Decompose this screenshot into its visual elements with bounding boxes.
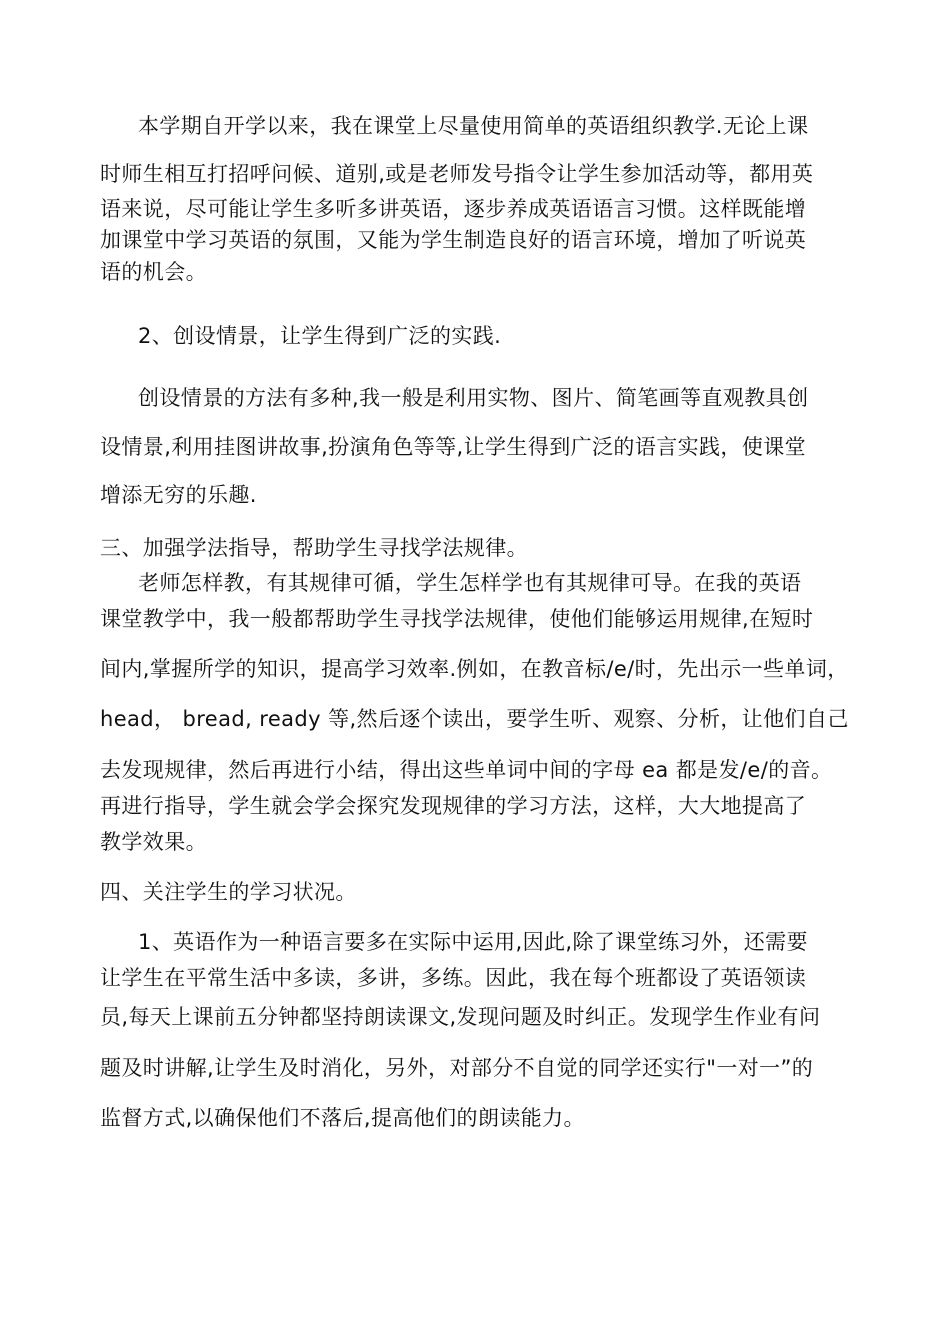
paragraph-line: head， bread, ready 等,然后逐个读出，要学生听、观察、分析，让他们自己 [100,707,849,731]
paragraph-line: 让学生在平常生活中多读，多讲，多练。因此，我在每个班都设了英语领读 [100,966,807,990]
paragraph-line: 语来说，尽可能让学生多听多讲英语，逐步养成英语语言习惯。这样既能增 [100,197,807,221]
paragraph-line: 本学期自开学以来，我在课堂上尽量使用简单的英语组织教学.无论上课 [138,114,809,138]
subheading-item-2: 2、创设情景，让学生得到广泛的实践. [138,324,502,348]
paragraph-line: 去发现规律，然后再进行小结，得出这些单词中间的字母 ea 都是发/e/的音。 [100,758,833,782]
paragraph-line: 老师怎样教，有其规律可循，学生怎样学也有其规律可导。在我的英语 [138,571,802,595]
paragraph-line: 1、英语作为一种语言要多在实际中运用,因此,除了课堂练习外，还需要 [138,930,808,954]
paragraph-line: 时师生相互打招呼问候、道别,或是老师发号指令让学生参加活动等，都用英 [100,162,814,186]
section-heading-3: 三、加强学法指导，帮助学生寻找学法规律。 [100,536,528,560]
paragraph-line: 加课堂中学习英语的氛围，又能为学生制造良好的语言环境，增加了听说英 [100,228,807,252]
paragraph-line: 教学效果。 [100,830,207,854]
paragraph-line: 间内,掌握所学的知识，提高学习效率.例如，在教音标/e/时，先出示一些单词， [100,657,849,681]
section-heading-4: 四、关注学生的学习状况。 [100,880,357,904]
paragraph-line: 监督方式,以确保他们不落后,提高他们的朗读能力。 [100,1106,585,1130]
paragraph-line: 设情景,利用挂图讲故事,扮演角色等等,让学生得到广泛的语言实践，使课堂 [100,435,807,459]
paragraph-line: 增添无穷的乐趣. [100,483,257,507]
paragraph-line: 语的机会。 [100,260,207,284]
paragraph-line: 员,每天上课前五分钟都坚持朗读课文,发现问题及时纠正。发现学生作业有问 [100,1005,821,1029]
paragraph-line: 题及时讲解,让学生及时消化，另外，对部分不自觉的同学还实行"一对一”的 [100,1056,814,1080]
paragraph-line: 创设情景的方法有多种,我一般是利用实物、图片、简笔画等直观教具创 [138,386,809,410]
paragraph-line: 课堂教学中，我一般都帮助学生寻找学法规律，使他们能够运用规律,在短时 [100,607,814,631]
paragraph-line: 再进行指导，学生就会学会探究发现规律的学习方法，这样，大大地提高了 [100,794,807,818]
